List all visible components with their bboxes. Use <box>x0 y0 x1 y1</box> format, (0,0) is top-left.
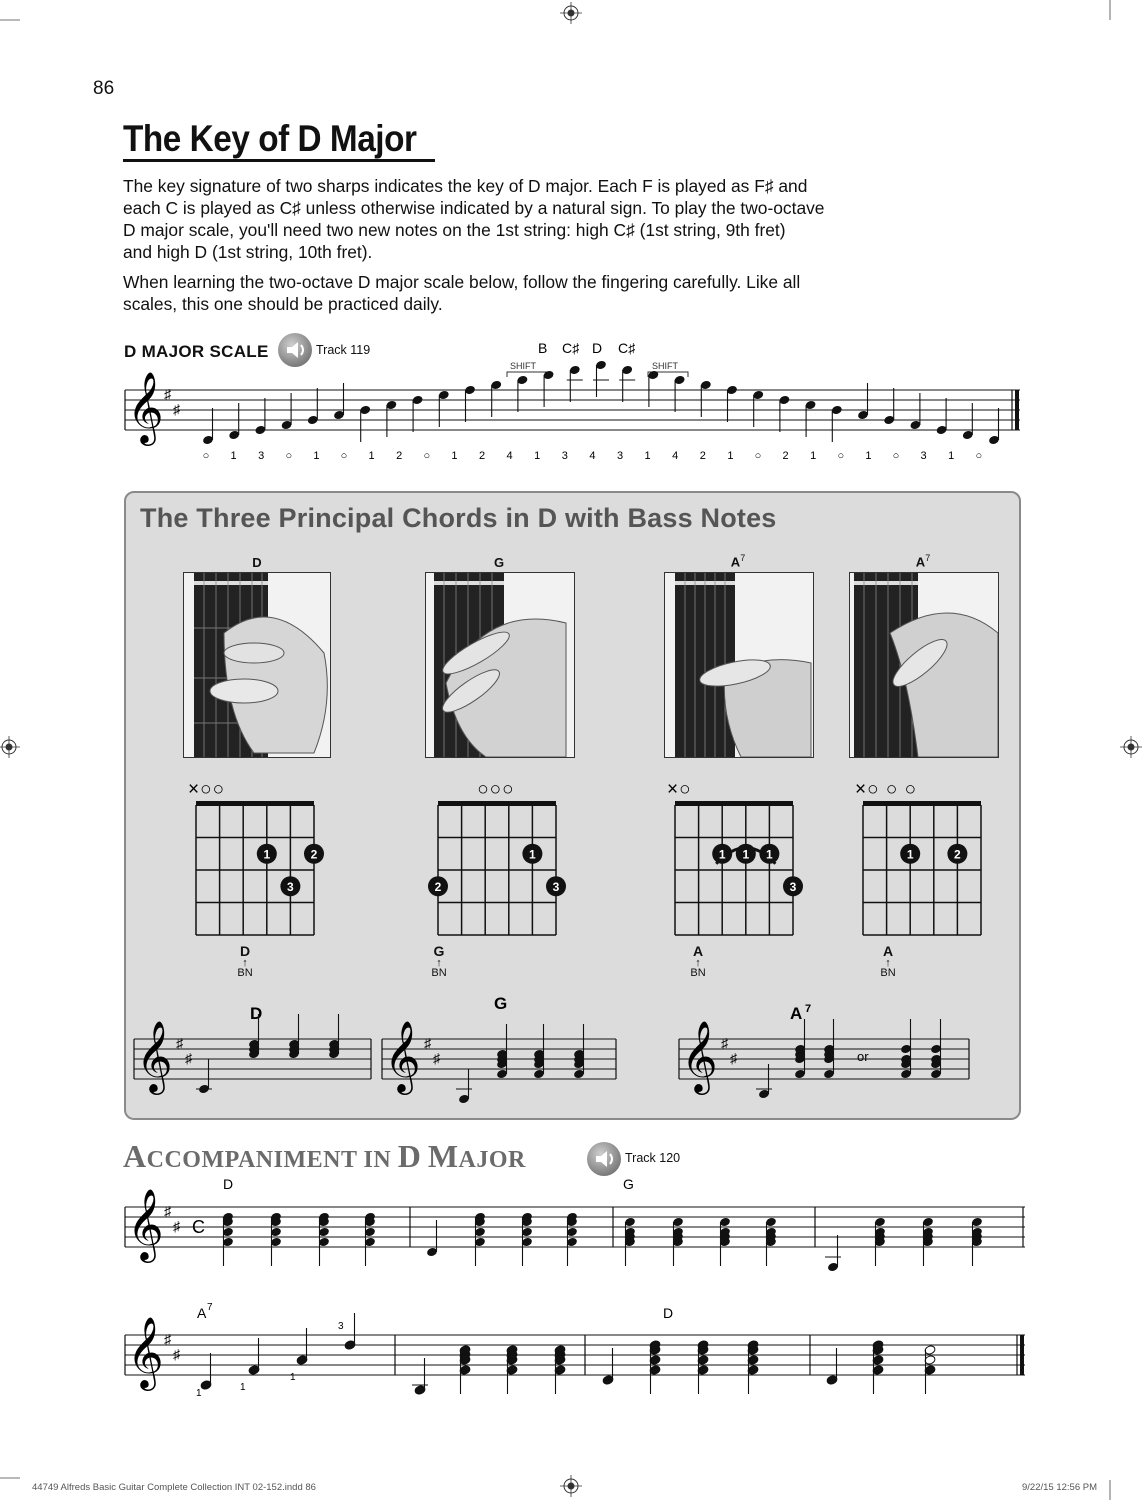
chord-photo-g <box>425 572 575 758</box>
fingering-number: ○ <box>340 450 348 462</box>
acc-chord-a: A <box>197 1305 207 1321</box>
fingering-number: 2 <box>699 450 706 462</box>
sharp-icon: ♯ <box>730 1050 737 1066</box>
finger-number: 3 <box>287 879 294 894</box>
note-name-csharp-2: C♯ <box>618 340 636 356</box>
sharp-icon: ♯ <box>721 1035 728 1051</box>
scale-staff <box>120 335 1025 465</box>
scale-label: D MAJOR SCALE <box>124 342 269 361</box>
note-name-d: D <box>592 340 603 356</box>
fingering-number: 1 <box>368 450 375 462</box>
title-underline <box>123 159 435 162</box>
finger-number: 1 <box>766 847 773 862</box>
sharp-icon: ♯ <box>185 1050 192 1066</box>
chord-photo-a7 <box>664 572 814 758</box>
intro-line: and high D (1st string, 10th fret). <box>123 242 373 262</box>
fingering-number: ○ <box>423 450 431 462</box>
fingering-number: ○ <box>975 450 983 462</box>
chord-nut <box>863 801 981 806</box>
acc-fingering: 1 <box>240 1382 246 1393</box>
page-title: The Key of D Major <box>123 118 417 159</box>
staff-chord-label-g: G <box>494 995 508 1013</box>
chord-photo-label-a7: $A^7$ <box>730 553 746 570</box>
bass-note-d: D ↑ BN <box>237 943 253 979</box>
treble-clef-icon: 𝄞 <box>384 1022 421 1091</box>
shift-label-2: SHIFT <box>652 361 678 371</box>
chord-photo-label-g: G <box>493 555 505 570</box>
treble-clef-icon: 𝄞 <box>136 1022 173 1091</box>
open-string-markers: ×○○ <box>188 779 226 800</box>
acc-fingering: 1 <box>196 1388 202 1399</box>
or-label: or <box>857 1049 869 1064</box>
fingering-number: ○ <box>837 450 845 462</box>
open-string-markers: ○○○ <box>477 779 515 800</box>
page-number: 86 <box>93 78 115 99</box>
sharp-icon: ♯ <box>173 1218 180 1234</box>
sharp-icon: ♯ <box>433 1050 440 1066</box>
fingering-number: 1 <box>230 450 237 462</box>
footer-date: 9/22/15 12:56 PM <box>1022 1482 1097 1493</box>
fingering-number: 2 <box>396 450 403 462</box>
fingering-number: 4 <box>672 450 679 462</box>
fingering-number: 1 <box>727 450 734 462</box>
intro-line: The key signature of two sharps indicates the key of D major. Each F is played as F♯ and <box>123 176 808 196</box>
fingering-number: ○ <box>202 450 210 462</box>
final-barline-thick <box>1020 1335 1024 1375</box>
finger-number: 2 <box>434 879 442 894</box>
fingering-number: 1 <box>313 450 320 462</box>
track-label-119[interactable]: Track 119 <box>316 343 371 357</box>
common-time-icon: C <box>192 1217 205 1237</box>
sharp-icon: ♯ <box>173 401 180 417</box>
chords-box-title: The Three Principal Chords in D with Bass Notes <box>140 503 777 533</box>
shift-label: SHIFT <box>510 361 536 371</box>
fingering-number: 3 <box>920 450 927 462</box>
final-barline-thick <box>1015 390 1019 430</box>
fingering-number: 2 <box>478 450 486 462</box>
acc-fingering: 1 <box>290 1372 296 1383</box>
fingering-number: 1 <box>451 450 458 462</box>
staff-chord-label-a7: A <box>790 1004 803 1023</box>
treble-clef-icon: 𝄞 <box>681 1022 718 1091</box>
fingering-number: 1 <box>534 450 541 462</box>
treble-clef-icon: 𝄞 <box>127 1190 164 1259</box>
staff-chord-label-sup: 7 <box>805 1003 812 1015</box>
fingering-number: 2 <box>782 450 789 462</box>
footer-file: 44749 Alfreds Basic Guitar Complete Collection INT 02-152.indd 86 <box>32 1482 316 1493</box>
fingering-number: 1 <box>644 450 651 462</box>
treble-clef-icon: 𝄞 <box>127 373 164 442</box>
speaker-icon-2[interactable] <box>587 1142 621 1176</box>
fingering-number: 1 <box>865 450 872 462</box>
finger-number: 2 <box>954 847 961 862</box>
acc-chord-sup: 7 <box>207 1302 213 1313</box>
finger-number: 1 <box>906 847 914 862</box>
sharp-icon: ♯ <box>164 1203 171 1219</box>
staff-chord-label-d: D <box>250 1004 263 1023</box>
chord-photo-label-a7-alt: $A^7$ <box>915 553 931 570</box>
practice-paragraph <box>123 271 863 315</box>
finger-number: 2 <box>310 847 318 862</box>
practice-line: When learning the two-octave D major scale below, follow the fingering carefully. Like all <box>123 272 801 292</box>
chord-nut <box>675 801 793 806</box>
fingering-number: 4 <box>589 450 596 462</box>
finger-number: 1 <box>263 847 271 862</box>
finger-number: 1 <box>529 847 536 862</box>
fingering-number: 1 <box>948 450 955 462</box>
intro-line: each C is played as C♯ unless otherwise indicated by a natural sign. To play the two-octave <box>123 198 825 218</box>
finger-number: 1 <box>718 847 726 862</box>
fingering-number: ○ <box>285 450 293 462</box>
fingering-number: ○ <box>892 450 900 462</box>
chord-photo-d <box>183 572 331 758</box>
finger-number: 3 <box>552 879 560 894</box>
note-name-b: B <box>538 340 548 356</box>
chord-nut <box>196 801 314 806</box>
sharp-icon: ♯ <box>176 1035 183 1051</box>
accompaniment-staves <box>120 1175 1030 1420</box>
bass-note-a: A ↑ BN <box>690 943 706 979</box>
bass-note-g: G ↑ BN <box>431 943 447 979</box>
open-string-markers: ×○ ○ ○ <box>855 779 918 800</box>
chord-photo-label-d: D <box>252 555 262 570</box>
fingering-number: 1 <box>810 450 817 462</box>
finger-number: 1 <box>742 847 750 862</box>
sharp-icon: ♯ <box>164 1331 171 1347</box>
treble-clef-icon: 𝄞 <box>127 1318 164 1387</box>
fingering-number: 3 <box>616 450 624 462</box>
sharp-icon: ♯ <box>424 1035 431 1051</box>
accompaniment-title: ACCOMPANIMENT IN D MAJOR <box>123 1138 526 1174</box>
finger-number: 3 <box>789 879 797 894</box>
fingering-number: ○ <box>754 450 762 462</box>
fingering-number: 3 <box>258 450 265 462</box>
bass-note-a-alt: A ↑ BN <box>880 943 896 979</box>
intro-paragraph <box>123 175 863 263</box>
sharp-icon: ♯ <box>164 386 171 402</box>
acc-chord-d: D <box>223 1176 234 1192</box>
fingering-number: 3 <box>561 450 568 462</box>
chord-photo-a7-alt <box>849 572 999 758</box>
acc-fingering: 3 <box>338 1321 344 1332</box>
note-name-csharp: C♯ <box>562 340 580 356</box>
acc-chord-g: G <box>623 1176 634 1192</box>
sharp-icon: ♯ <box>173 1346 180 1362</box>
acc-chord-d-2: D <box>663 1305 674 1321</box>
intro-line: D major scale, you'll need two new notes on the 1st string: high C♯ (1st string, 9th fret) <box>123 220 786 240</box>
chord-nut <box>438 801 556 806</box>
track-label-120[interactable]: Track 120 <box>625 1151 681 1165</box>
chord-staves <box>124 995 1017 1105</box>
fingering-number: 4 <box>506 450 513 462</box>
open-string-markers: ×○ <box>667 779 692 800</box>
practice-line: scales, this one should be practiced daily. <box>123 294 443 314</box>
